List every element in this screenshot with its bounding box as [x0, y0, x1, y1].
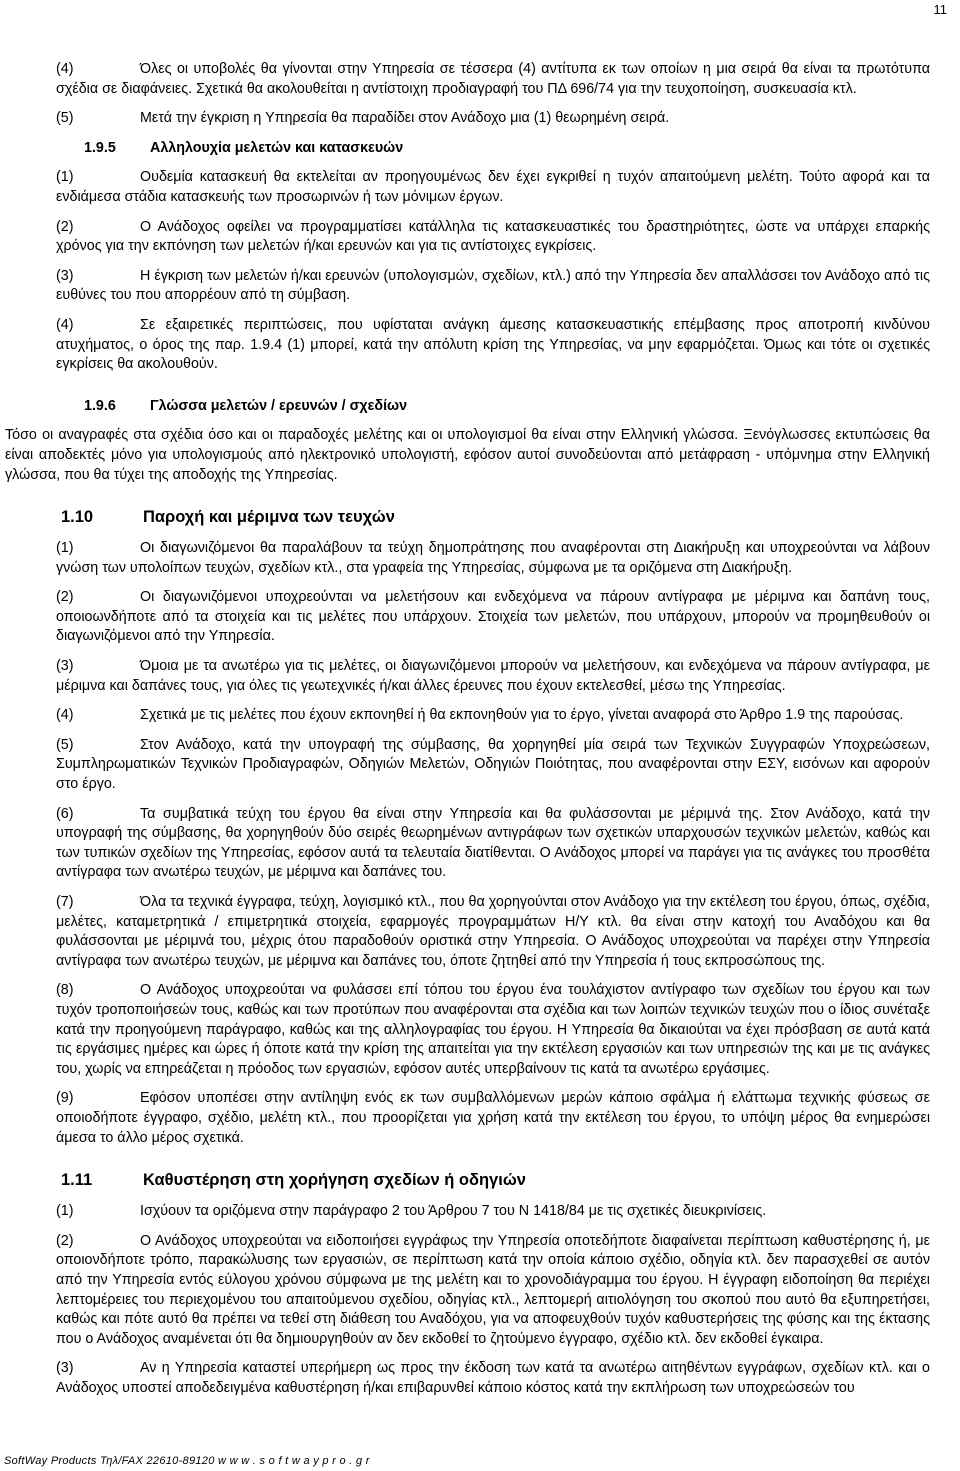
section-number: 1.11 [61, 1171, 93, 1190]
paragraph-text: Ο Ανάδοχος υποχρεούται να ειδοποιήσει εγγράφως την Υπηρεσία οποτεδήποτε διαφαίνεται περίπτωση καθυστέρησης ή, με οποιονδήποτε τρόπο, παρακώλυσης των εργασιών, σε περίπτωση κατά την οποία κάποιο σχέδιο, οδηγία κτλ. δεν παρασχεθεί σε αυτόν από την Υπηρεσία εντός εύλογου χρόνου σύμφωνα με της μελέτη και το χρονοδιάγραμμα του έργου. Η έγγραφη ειδοποίηση θα περιέχει λεπτομέρειες του περιεχομένου του απαιτούμενου σχεδίου, οδηγίας κτλ., λεπτομερή αιτιολόγηση του σκοπού που αυτό θα εξυπηρετήσει, καθώς και πότε αυτό θα πρέπει να τεθεί στη διάθεση του Αναδόχου, για να αποφευχθούν τυχόν καθυστερήσεις της φύσης και της έκτασης που ο Ανάδοχος αναμένεται ότι θα δημιουργηθούν αν δεν εκδοθεί το ζητούμενο έγγραφο, σχέδιο κτλ. δεν εκδοθεί έγκαιρα. [56, 1232, 930, 1347]
paragraph-number: (4) [56, 61, 74, 77]
paragraph-number: (5) [56, 110, 74, 127]
section-number: 1.9.6 [84, 397, 116, 414]
paragraph-number: (5) [56, 736, 74, 753]
paragraph-number: (2) [56, 589, 74, 606]
paragraph [56, 168, 930, 207]
paragraph-number: (9) [56, 1090, 74, 1107]
paragraph-5 [56, 109, 930, 129]
paragraph [56, 706, 930, 726]
paragraph [56, 981, 930, 1079]
section-title: Γλώσσα μελετών / ερευνών / σχεδίων [150, 397, 408, 414]
paragraph [56, 1202, 930, 1222]
paragraph-number: (1) [56, 169, 74, 186]
paragraph-text: Εφόσον υποπέσει στην αντίληψη ενός εκ των συμβαλλόμενων μερών κάποιο σφάλμα ή ελάττωμα τεχνικής φύσεως σε οποιοδήποτε έγγραφο, σχέδιο, μελέτη κτλ., που προορίζεται για χρήση κατά την εκτέλεση του έργου, το υπόψη μέρος θα ενημερώσει άμεσα το άλλο μέρος σχετικά. [56, 1090, 930, 1146]
paragraph [56, 588, 930, 647]
paragraph-text: Ο Ανάδοχος υποχρεούται να φυλάσσει επί τόπου του έργου ένα τουλάχιστον αντίγραφο των σχεδίων του έργου και των τυχόν τροποποιήσεών τους, καθώς και των προτύπων που αναφέρονται στα σχέδια και των λοιπών τεχνικών τευχών που ο ίδιος συνέταξε κατά την προηγούμενη παράγραφο, καθώς και της αλληλογραφίας του έργου. Η Υπηρεσία θα δικαιούται να έχει πρόσβαση σε αυτά κατά τις εργάσιμες ημέρες και ώρες ή όποτε κατά την κρίση της απαιτείται για την εκτέλεση εργασιών και των υπηρεσιών της και με τις ανάγκες του, χωρίς να επηρεάζεται η πρόοδος των εργασιών, εφόσον αυτές υπερβαίνουν τις κατά τα ανωτέρω εργάσιμες. [56, 982, 930, 1077]
section-heading-1-9-6 [56, 397, 930, 417]
paragraph-number: (2) [56, 1232, 74, 1249]
paragraph-number: (6) [56, 805, 74, 822]
paragraph-text: Αν η Υπηρεσία καταστεί υπερήμερη ως προς την έκδοση των κατά τα ανωτέρω αιτηθέντων εγγράφων, σχεδίων κτλ. και ο Ανάδοχος υποστεί αποδεδειγμένα καθυστέρηση ή/και επιβαρυνθεί κάποιο κόστος κατά την εκπλήρωση των υποχρεώσεών του [56, 1360, 930, 1396]
paragraph [56, 1232, 930, 1350]
section-heading-1-11 [56, 1170, 930, 1190]
section-title: Παροχή και μέριμνα των τευχών [143, 508, 395, 527]
paragraph-text: Ουδεμία κατασκευή θα εκτελείται αν προηγουμένως δεν έχει εγκριθεί η τυχόν απαιτούμενη μελέτη. Τούτο αφορά και τα ενδιάμεσα στάδια κατασκευής των προσωρινών ή των μόνιμων έργων. [56, 169, 930, 205]
paragraph-text: Στον Ανάδοχο, κατά την υπογραφή της σύμβασης, θα χορηγηθεί μία σειρά των Τεχνικών Συγγραφών Υποχρεώσεων, Συμπληρωματικών Τεχνικών Προδιαγραφών, Οδηγιών Μελετών, Οδηγιών Ποιότητας, που αναφέρονται στην ΕΣΥ, εισόνων και αφορούν στο έργο. [56, 736, 930, 793]
paragraph [56, 539, 930, 578]
paragraph-text: Σχετικά με τις μελέτες που έχουν εκπονηθεί ή θα εκπονηθούν για το έργο, γίνεται αναφορά στο Άρθρο 1.9 της παρούσας. [140, 707, 904, 724]
paragraph [56, 316, 930, 375]
paragraph [56, 1359, 930, 1398]
paragraph-text: Μετά την έγκριση η Υπηρεσία θα παραδίδει στον Ανάδοχο μια (1) θεωρημένη σειρά. [140, 110, 670, 127]
page-footer: SoftWay Products Τηλ/FAX 22610-89120 w w w . s o f t w a y p r o . g r [4, 1455, 370, 1467]
paragraph-4 [56, 60, 930, 99]
paragraph-text: Ισχύουν τα οριζόμενα στην παράγραφο 2 του Άρθρου 7 του Ν 1418/84 με τις σχετικές διευκρινίσεις. [140, 1203, 767, 1220]
paragraph-text: Τα συμβατικά τεύχη του έργου θα είναι στην Υπηρεσία και θα φυλάσσονται με μέριμνά της. Στον Ανάδοχο, κατά την υπογραφή της σύμβασης, θα χορηγηθούν δύο σειρές θεωρημένων αντιγράφων των σχετικών υπαρχουσών τεχνικών μελετών, καθώς και των τυπικών σχεδίων της Υπηρεσίας, εφόσον αυτά τα τελευταία διατίθενται. Ο Ανάδοχος μπορεί να παράγει για τις ανάγκες του προσθέτα αντίγραφα των ανωτέρω τευχών, με μέριμνα και δαπάνες του. [56, 805, 930, 881]
paragraph [56, 267, 930, 306]
paragraph [56, 893, 930, 971]
paragraph [56, 736, 930, 795]
section-heading-1-9-5 [56, 139, 930, 159]
paragraph-number: (1) [56, 1203, 74, 1220]
paragraph-text: Η έγκριση των μελετών ή/και ερευνών (υπολογισμών, σχεδίων, κτλ.) από την Υπηρεσία δεν απαλλάσσει τον Ανάδοχο από τις ευθύνες του που απορρέουν από τη σύμβαση. [56, 267, 930, 304]
paragraph-number: (7) [56, 894, 74, 910]
paragraph-number: (4) [56, 316, 74, 333]
section-number: 1.10 [61, 508, 94, 527]
section-number: 1.9.5 [84, 139, 116, 156]
section-heading-1-10 [56, 507, 930, 527]
paragraph-number: (4) [56, 707, 74, 724]
paragraph-text: Όλα τα τεχνικά έγγραφα, τεύχη, λογισμικό κτλ., που θα χορηγούνται στον Ανάδοχο για την εκτέλεση του έργου, όπως, σχέδια, μελέτες, καταμετρητικά / επιμετρητικά στοιχεία, εφαρμογές προγραμμάτων Η/Υ κτλ. θα είναι στην κατοχή του Αναδόχου και θα φυλάσσονται με μέριμνά του, μέχρις ότου παραδοθούν οριστικά στην Υπηρεσία. Ο Ανάδοχος υποχρεούται να παρέχει στην Υπηρεσία αντίγραφα των ανωτέρω τευχών, με μέριμνα και δαπάνες του, όποτε ζητηθεί από την Υπηρεσία ή τους εκπροσώπους της. [56, 894, 930, 969]
paragraph [56, 657, 930, 696]
paragraph-number: (2) [56, 218, 74, 235]
paragraph [56, 805, 930, 883]
paragraph [56, 1089, 930, 1148]
paragraph-number: (3) [56, 267, 74, 284]
paragraph-text: Οι διαγωνιζόμενοι θα παραλάβουν τα τεύχη δημοπράτησης που αναφέρονται στη Διακήρυξη και υποχρεούνται να λάβουν γνώση των υπολοίπων τευχών, σχεδίων κτλ., στα γραφεία της Υπηρεσίας, σύμφωνα με τα οριζόμενα στη Διακήρυξη. [56, 540, 930, 576]
paragraph [56, 218, 930, 257]
paragraph-text: Όλες οι υποβολές θα γίνονται στην Υπηρεσία σε τέσσερα (4) αντίτυπα εκ των οποίων η μια σειρά θα είναι τα πρωτότυπα σχέδια σε διαφάνειες. Σχετικά θα ακολουθείται η αντίστοιχη προδιαγραφή του ΠΔ 696/74 για την τευχοποίηση, συσκευασία κτλ. [56, 61, 930, 97]
paragraph [5, 426, 930, 485]
section-title: Καθυστέρηση στη χορήγηση σχεδίων ή οδηγιών [143, 1171, 526, 1190]
paragraph-number: (3) [56, 658, 74, 675]
paragraph-number: (3) [56, 1360, 74, 1377]
document-body [5, 60, 930, 1408]
paragraph-text: Οι διαγωνιζόμενοι υποχρεούνται να μελετήσουν και ενδεχόμενα να πάρουν αντίγραφα με μέριμνα και δαπάνη τους, οποιοωνδήποτε από τα στοιχεία και τις μελέτες που υπάρχουν. Στοιχεία των μελετών, που υπάρχουν, μπορούν να προμηθευθούν οι διαγωνιζόμενοι από την Υπηρεσία. [56, 589, 930, 645]
page-number: 11 [933, 2, 947, 17]
paragraph-number: (8) [56, 982, 74, 999]
paragraph-number: (1) [56, 540, 74, 557]
paragraph-text: Ο Ανάδοχος οφείλει να προγραμματίσει κατάλληλα τις κατασκευαστικές του δραστηριότητες, ώστε να υπάρχει επαρκής χρόνος για την εκπόνηση των μελετών ή/και ερευνών και για τις αντίστοιχες εγκρίσεις. [56, 218, 930, 255]
paragraph-text: Σε εξαιρετικές περιπτώσεις, που υφίσταται ανάγκη άμεσης κατασκευαστικής επέμβασης προς αποτροπή κινδύνου ατυχήματος, ο όρος της παρ. 1.9.4 (1) μπορεί, κατά την απόλυτη κρίση της Υπηρεσίας, να μην εφαρμόζεται. Όμως και τότε οι σχετικές εγκρίσεις θα ακολουθούν. [56, 316, 930, 373]
paragraph-text: Όμοια με τα ανωτέρω για τις μελέτες, οι διαγωνιζόμενοι μπορούν να μελετήσουν, και ενδεχόμενα να πάρουν αντίγραφα, με μέριμνα και δαπάνες τους, για όλες τις γεωτεχνικές ή/και άλλες έρευνες που έχουν εκτελεσθεί, μέσω της Υπηρεσίας. [56, 658, 930, 694]
paragraph-text: Τόσο οι αναγραφές στα σχέδια όσο και οι παραδοχές μελέτης και οι υπολογισμοί θα είναι στην Ελληνική γλώσσα. Ξενόγλωσσες εκτυπώσεις θα είναι αποδεκτές μόνο για υπολογισμούς από ηλεκτρονικό υπολογιστή, εφόσον αυτοί συνοδεύονται από μετάφραση - υπόμνημα στην Ελληνική γλώσσα, που θα τύχει της αποδοχής της Υπηρεσίας. [5, 427, 930, 483]
section-title: Αλληλουχία μελετών και κατασκευών [150, 139, 404, 156]
